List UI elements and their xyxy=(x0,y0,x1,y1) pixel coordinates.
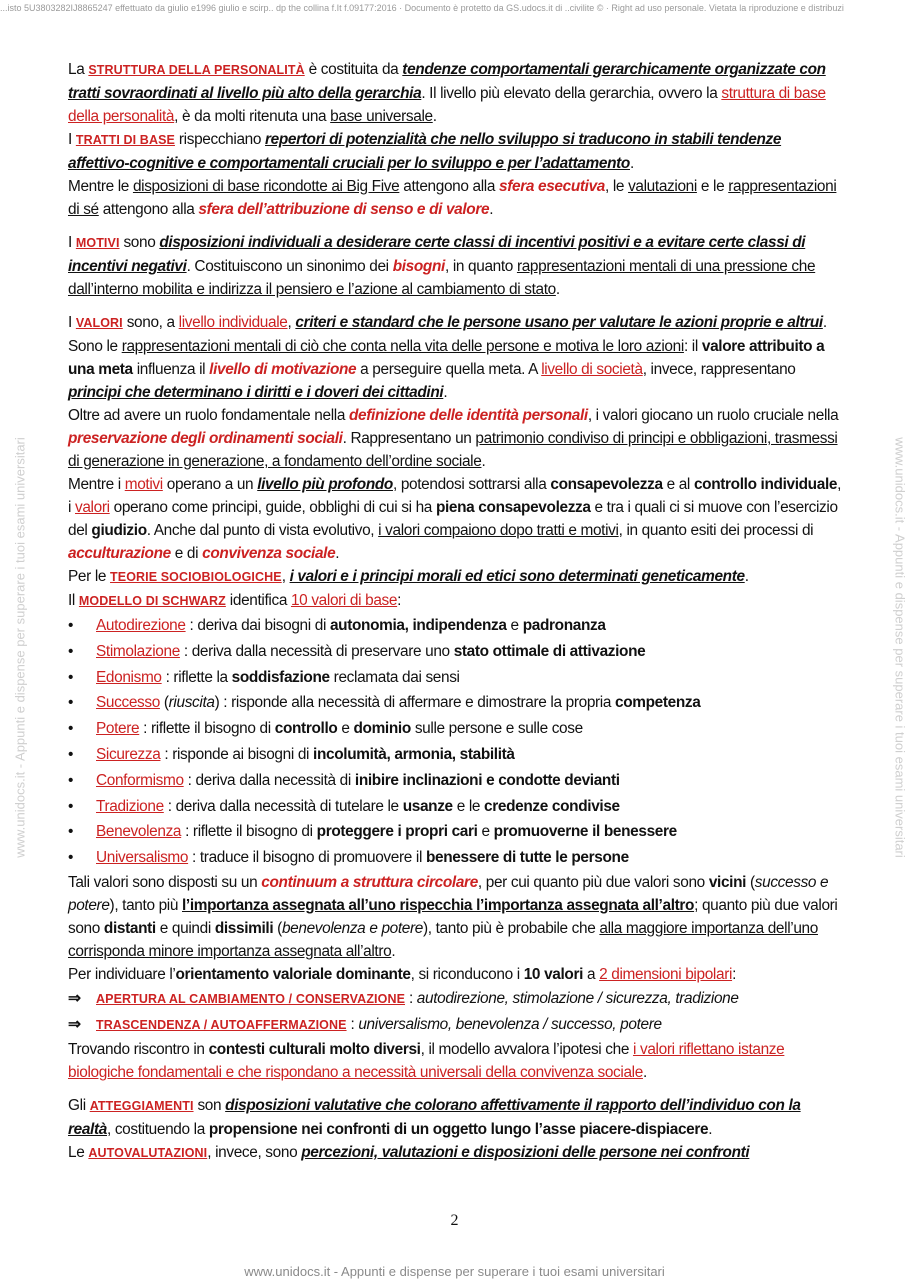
text: . xyxy=(432,108,437,125)
value-item xyxy=(68,716,842,742)
bold-term: dissimili xyxy=(214,919,274,937)
value-description: incolumità, armonia, stabilità xyxy=(313,745,515,763)
bullet-icon: • xyxy=(68,617,74,634)
value-item xyxy=(68,768,842,794)
value-description: stato ottimale di attivazione xyxy=(453,642,646,660)
bullet-icon: • xyxy=(68,668,74,686)
value-description: soddisfazione xyxy=(231,668,330,686)
red-italic-term: livello di motivazione xyxy=(209,361,357,378)
bullet-icon: • xyxy=(68,720,74,738)
text: . xyxy=(481,453,486,470)
bullet-icon: • xyxy=(68,849,74,867)
bullet-icon: • xyxy=(68,823,74,841)
bold-term: orientamento valoriale dominante xyxy=(175,965,411,983)
value-name: Stimolazione xyxy=(96,642,180,660)
text: ( xyxy=(746,873,755,891)
dimension-description: autodirezione, stimolazione / sicurezza, tradizione xyxy=(416,989,739,1007)
text: ), tanto più è probabile che xyxy=(423,919,600,937)
value-name: Conformismo xyxy=(96,771,184,789)
text: influenza il xyxy=(132,361,210,378)
text: I xyxy=(68,314,76,331)
bold-term: valore attribuito a una meta xyxy=(68,338,825,378)
text: . xyxy=(489,201,494,218)
paragraph-motivi xyxy=(68,231,842,301)
value-name: Potere xyxy=(96,720,140,738)
value-description: : risponde ai bisogni di xyxy=(160,745,314,763)
bold-term: consapevolezza xyxy=(550,476,663,493)
value-name: Successo xyxy=(96,694,160,712)
text: , i valori giocano un ruolo cruciale nella xyxy=(587,407,839,424)
keyword-valori: VALORI xyxy=(75,316,123,330)
text: . xyxy=(629,155,634,172)
text: Gli xyxy=(68,1096,90,1114)
red-italic-term: sfera dell’attribuzione di senso e di valore xyxy=(198,201,490,218)
value-item xyxy=(68,742,842,768)
red-italic-term: continuum a struttura circolare xyxy=(261,873,478,891)
value-name: Autodirezione xyxy=(96,617,186,634)
value-description: benessere di tutte le persone xyxy=(425,849,629,867)
text: : xyxy=(397,592,402,609)
text: : xyxy=(346,1015,359,1033)
paragraph-struttura xyxy=(68,58,842,128)
text: . Anche dal punto di vista evolutivo, xyxy=(146,522,379,539)
text: . xyxy=(391,942,396,960)
text: e di xyxy=(170,545,203,562)
text: , potendosi sottrarsi alla xyxy=(392,476,551,493)
text: . Il livello più elevato della gerarchia, ovvero la xyxy=(421,85,722,102)
bold-term: contesti culturali molto diversi xyxy=(208,1040,421,1058)
paragraph-riscontro xyxy=(68,1038,842,1084)
paragraph-gap xyxy=(68,1084,842,1094)
text: . Rappresentano un xyxy=(342,430,476,447)
header-watermark: ...isto 5U3803282IJ8865247 effettuato da giulio e1996 giulio e scirp.. dp the collina f.It f.09177:2016 · Documento è protetto da GS.udocs.it di ..civilite © · Right ad uso personale. Vietata la riproduzione e distribuzi xyxy=(0,3,844,13)
emphasis: livello più profondo xyxy=(257,476,393,493)
red-term: struttura di base della personalità xyxy=(68,85,826,125)
red-italic-term: definizione delle identità personali xyxy=(348,407,588,424)
text: , si riconducono i xyxy=(410,965,524,983)
text: . xyxy=(642,1063,647,1081)
value-name: Tradizione xyxy=(96,797,164,815)
paragraph-motivi-valori xyxy=(68,473,842,565)
text: a perseguire quella meta. A xyxy=(356,361,542,378)
red-term: livello di società xyxy=(541,361,643,378)
red-term: valori xyxy=(75,499,110,516)
arrow-icon: ⇒ xyxy=(68,1015,81,1033)
value-name: Universalismo xyxy=(96,849,189,867)
left-side-watermark: www.unidocs.it - Appunti e dispense per superare i tuoi esami universitari xyxy=(12,437,28,858)
underlined-term: l’importanza assegnata all’uno rispecchia l’importanza assegnata all’altro xyxy=(182,896,695,914)
text: Le xyxy=(68,1143,89,1161)
text: attengono alla xyxy=(98,201,199,218)
red-term: livello individuale xyxy=(178,314,288,331)
text: : il xyxy=(683,338,702,355)
text: e al xyxy=(662,476,694,493)
value-description: : deriva dai bisogni di xyxy=(185,617,330,634)
text: son xyxy=(193,1096,226,1114)
value-name: Sicurezza xyxy=(96,745,161,763)
keyword-motivi: MOTIVI xyxy=(75,236,120,250)
value-description: : traduce il bisogno di promuovere il xyxy=(188,849,426,867)
italic-term: benevolenza e potere xyxy=(281,919,423,937)
text: rispecchiano xyxy=(174,131,266,148)
text: , in quanto esiti dei processi di xyxy=(618,522,814,539)
bold-term: controllo individuale xyxy=(693,476,838,493)
value-description: usanze xyxy=(402,797,453,815)
keyword-autovalutazioni: AUTOVALUTAZIONI xyxy=(88,1145,208,1160)
emphasis: disposizioni individuali a desiderare certe classi di incentivi positivi e a evitare certe classi di incentivi negativi xyxy=(68,234,806,275)
bullet-icon: • xyxy=(68,797,74,815)
text: , xyxy=(287,314,296,331)
value-description: : deriva dalla necessità di preservare uno xyxy=(179,642,454,660)
emphasis: percezioni, valutazioni e disposizioni delle persone nei confronti xyxy=(301,1143,750,1161)
text: , in quanto xyxy=(444,258,517,275)
bold-term: giudizio xyxy=(91,522,147,539)
value-description: e xyxy=(506,617,523,634)
arrow-icon: ⇒ xyxy=(68,989,81,1007)
value-description: : deriva dalla necessità di xyxy=(183,771,355,789)
red-italic-term: acculturazione xyxy=(68,545,171,562)
underlined-term: disposizioni di base ricondotte ai Big Five xyxy=(132,178,400,195)
paragraph-dimensioni xyxy=(68,963,842,986)
text: , invece, sono xyxy=(207,1143,302,1161)
value-description: credenze condivise xyxy=(484,797,620,815)
text: identifica xyxy=(225,592,291,609)
red-term: 10 valori di base xyxy=(290,592,398,609)
red-italic-term: bisogni xyxy=(392,258,445,275)
values-list xyxy=(68,613,842,871)
paragraph-atteggiamenti xyxy=(68,1094,842,1165)
paragraph-valori xyxy=(68,311,842,404)
value-description: ) : risponde alla necessità di affermare e dimostrare la propria xyxy=(214,694,616,712)
bold-term: propensione nei confronti di un oggetto lungo l’asse piacere-dispiacere xyxy=(208,1120,709,1138)
emphasis: criteri e standard che le persone usano per valutare le azioni proprie e altrui xyxy=(295,314,823,331)
right-side-watermark: www.unidocs.it - Appunti e dispense per superare i tuoi esami universitari xyxy=(892,437,908,858)
text: . Sono le xyxy=(68,314,827,355)
emphasis: disposizioni valutative che colorano affettivamente il rapporto dell’individuo con la realtà xyxy=(68,1096,801,1138)
text: sono xyxy=(119,234,160,251)
text: . xyxy=(744,568,749,585)
text: e tra i quali ci si muove con l’esercizio del xyxy=(68,499,838,539)
value-description: autonomia, indipendenza xyxy=(329,617,507,634)
text: sono, a xyxy=(122,314,179,331)
value-description: inibire inclinazioni e condotte devianti xyxy=(354,771,620,789)
value-description: dominio xyxy=(353,720,411,738)
dimension-description: universalismo, benevolenza / successo, potere xyxy=(358,1015,662,1033)
emphasis: repertori di potenzialità che nello sviluppo si traducono in stabili tendenze affettivo-cognitive e comportamentali cruciali per lo sviluppo e per l’adattamento xyxy=(68,131,782,172)
bold-term: vicini xyxy=(708,873,747,891)
bold-term: distanti xyxy=(103,919,156,937)
text: , i xyxy=(68,476,842,516)
dimension-row xyxy=(68,1012,842,1038)
text: Oltre ad avere un ruolo fondamentale nella xyxy=(68,407,349,424)
value-description: controllo xyxy=(274,720,338,738)
text: attengono alla xyxy=(399,178,500,195)
text: è costituita da xyxy=(304,61,403,78)
text: Tali valori sono disposti su un xyxy=(68,873,262,891)
paragraph-gap xyxy=(68,301,842,311)
value-item xyxy=(68,690,842,716)
red-italic-term: preservazione degli ordinamenti sociali xyxy=(68,430,343,447)
keyword-atteggiamenti: ATTEGGIAMENTI xyxy=(89,1098,194,1113)
emphasis: i valori e i principi morali ed etici sono determinati geneticamente xyxy=(289,568,745,585)
paragraph-valori-ruolo xyxy=(68,404,842,473)
value-item xyxy=(68,794,842,820)
text: Per le xyxy=(68,568,111,585)
underlined-term: patrimonio condiviso di principi e obbligazioni, trasmessi di generazione in generazione, a fondamento dell’ordine sociale xyxy=(68,430,838,470)
underlined-term: rappresentazioni mentali di ciò che conta nella vita delle persone e motiva le loro azioni xyxy=(121,338,684,355)
bold-term: piena consapevolezza xyxy=(435,499,591,516)
value-description: : riflette la xyxy=(161,668,232,686)
value-name: Benevolenza xyxy=(96,823,182,841)
text: : xyxy=(732,965,736,983)
value-item xyxy=(68,845,842,871)
page-number: 2 xyxy=(450,1212,459,1229)
underlined-term: alla maggiore importanza dell’uno corrisponda minore importanza assegnata all’altro xyxy=(68,919,818,960)
value-item xyxy=(68,613,842,639)
value-item xyxy=(68,665,842,691)
text: Il xyxy=(68,592,79,609)
bullet-icon: • xyxy=(68,694,74,712)
text: operano come principi, guide, obblighi di cui si ha xyxy=(109,499,436,516)
value-description: : riflette il bisogno di xyxy=(139,720,275,738)
value-description: sulle persone e sulle cose xyxy=(410,720,583,738)
text: . xyxy=(335,545,340,562)
emphasis: principi che determinano i diritti e i doveri dei cittadini xyxy=(68,384,444,401)
red-italic-term: sfera esecutiva xyxy=(499,178,605,195)
text: ; quanto più due valori sono xyxy=(68,896,838,937)
bold-term: 10 valori xyxy=(523,965,584,983)
text: , le xyxy=(605,178,629,195)
paragraph-tratti-di-base xyxy=(68,128,842,221)
text: Per individuare l’ xyxy=(68,965,176,983)
value-description: e le xyxy=(452,797,485,815)
text: I xyxy=(68,234,76,251)
value-description: e xyxy=(337,720,354,738)
bullet-icon: • xyxy=(68,642,74,660)
bullet-icon: • xyxy=(68,771,74,789)
text: . xyxy=(555,281,560,298)
red-italic-term: convivenza sociale xyxy=(202,545,336,562)
paragraph-sociobiologiche xyxy=(68,565,842,589)
value-description: : deriva dalla necessità di tutelare le xyxy=(163,797,403,815)
value-description: promuoverne il benessere xyxy=(493,823,677,841)
text: . Costituiscono un sinonimo dei xyxy=(186,258,393,275)
value-description: proteggere i propri cari xyxy=(316,823,478,841)
text: . xyxy=(708,1120,713,1138)
text: Trovando riscontro in xyxy=(68,1040,209,1058)
value-description: ( xyxy=(159,694,169,712)
text: I xyxy=(68,131,76,148)
text: , per cui quanto più due valori sono xyxy=(477,873,709,891)
keyword-struttura-personalita: STRUTTURA DELLA PERSONALITÀ xyxy=(88,63,305,77)
text: , il modello avvalora l’ipotesi che xyxy=(420,1040,633,1058)
keyword-tratti-di-base: TRATTI DI BASE xyxy=(75,133,175,147)
text: Mentre le xyxy=(68,178,133,195)
text: . xyxy=(443,384,448,401)
underlined-term: i valori compaiono dopo tratti e motivi xyxy=(378,522,619,539)
text: e quindi xyxy=(155,919,215,937)
text: operano a un xyxy=(162,476,258,493)
text: : xyxy=(405,989,417,1007)
red-term: 2 dimensioni bipolari xyxy=(599,965,733,983)
text: , è da molti ritenuta una xyxy=(174,108,331,125)
red-term: i valori riflettano istanze biologiche fondamentali e che rispondano a necessità universali della convivenza sociale xyxy=(68,1040,785,1081)
text: , xyxy=(281,568,290,585)
paragraph-continuum xyxy=(68,871,842,963)
value-description: : riflette il bisogno di xyxy=(181,823,317,841)
footer-watermark: www.unidocs.it - Appunti e dispense per superare i tuoi esami universitari xyxy=(244,1264,665,1279)
text: ( xyxy=(273,919,282,937)
value-item xyxy=(68,819,842,845)
emphasis: tendenze comportamentali gerarchicamente organizzate con tratti sovraordinati al livello più alto della gerarchia xyxy=(68,61,826,102)
underlined-term: valutazioni xyxy=(628,178,697,195)
text: a xyxy=(583,965,600,983)
underlined-term: base universale xyxy=(330,108,433,125)
paragraph-gap xyxy=(68,221,842,231)
keyword-modello-schwarz: MODELLO DI SCHWARZ xyxy=(78,594,226,608)
text: e le xyxy=(696,178,729,195)
italic-term: successo e potere xyxy=(68,873,829,914)
value-description: padronanza xyxy=(522,617,606,634)
underlined-term: rappresentazioni di sé xyxy=(68,178,837,218)
dimension-label: APERTURA AL CAMBIAMENTO / CONSERVAZIONE xyxy=(96,991,406,1006)
bullet-icon: • xyxy=(68,745,74,763)
dimension-row xyxy=(68,986,842,1012)
underlined-term: rappresentazioni mentali di una pressione che dall’interno mobilita e indirizza il pensiero e l’azione al cambiamento di stato xyxy=(68,258,816,298)
text: , costituendo la xyxy=(106,1120,209,1138)
text: La xyxy=(68,61,89,78)
value-description: riuscita xyxy=(168,694,215,712)
red-term: motivi xyxy=(124,476,163,493)
text: Mentre i xyxy=(68,476,125,493)
value-description: reclamata dai sensi xyxy=(329,668,460,686)
dimension-label: TRASCENDENZA / AUTOAFFERMAZIONE xyxy=(96,1017,347,1032)
document-page xyxy=(68,58,842,1165)
value-description: competenza xyxy=(615,694,701,712)
keyword-teorie-sociobiologiche: TEORIE SOCIOBIOLOGICHE xyxy=(110,570,282,584)
value-item xyxy=(68,639,842,665)
value-name: Edonismo xyxy=(96,668,162,686)
value-description: e xyxy=(477,823,494,841)
text: , invece, rappresentano xyxy=(642,361,796,378)
paragraph-schwarz xyxy=(68,589,842,613)
text: ), tanto più xyxy=(109,896,182,914)
